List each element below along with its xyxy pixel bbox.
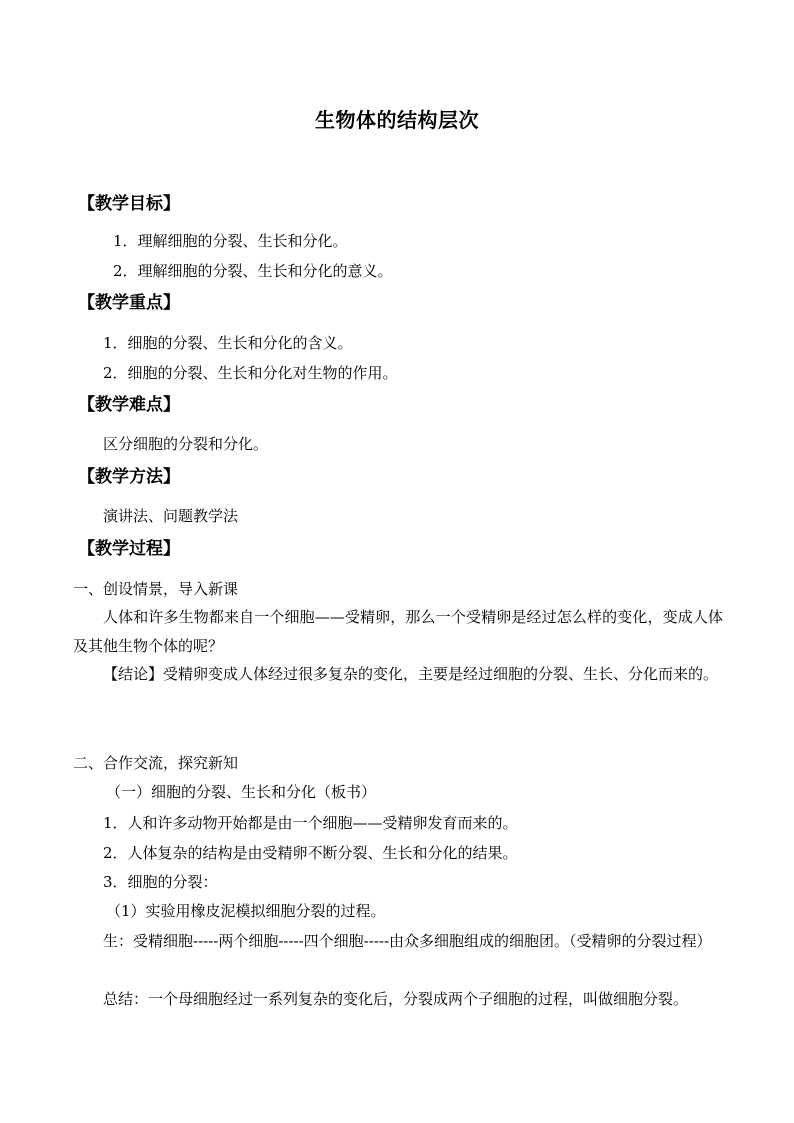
process-heading: 【教学过程】	[78, 539, 180, 559]
part2-item-3: 3．细胞的分裂：	[103, 873, 218, 891]
key-points-heading: 【教学重点】	[78, 293, 180, 313]
objective-item-1: 1．理解细胞的分裂、生长和分化。	[113, 232, 348, 250]
document-title: 生物体的结构层次	[315, 108, 479, 132]
key-point-item-2: 2．细胞的分裂、生长和分化对生物的作用。	[103, 364, 398, 382]
methods-text: 演讲法、问题教学法	[103, 507, 239, 525]
key-point-item-1: 1．细胞的分裂、生长和分化的含义。	[103, 334, 353, 352]
part2-item-1: 1．人和许多动物开始都是由一个细胞——受精卵发育而来的。	[103, 814, 518, 832]
part1-title: 一、创设情景，导入新课	[73, 580, 239, 598]
objective-item-2: 2．理解细胞的分裂、生长和分化的意义。	[113, 262, 393, 280]
difficulties-text: 区分细胞的分裂和分化。	[103, 435, 269, 453]
student-answer: 生：受精细胞-----两个细胞-----四个细胞-----由众多细胞组成的细胞团。（受精卵的分裂过程）	[103, 932, 712, 950]
part2-subheading: （一）细胞的分裂、生长和分化（板书）	[106, 783, 377, 801]
part2-item-3-1: （1）实验用橡皮泥模拟细胞分裂的过程。	[106, 902, 386, 920]
part1-paragraph-1: 人体和许多生物都来自一个细胞——受精卵，那么一个受精卵是经过怎么样的变化，变成人体及其他生物个体的呢？	[73, 608, 723, 655]
summary-text: 总结：一个母细胞经过一系列复杂的变化后，分裂成两个子细胞的过程，叫做细胞分裂。	[103, 990, 689, 1008]
difficulties-heading: 【教学难点】	[78, 395, 180, 415]
objectives-heading: 【教学目标】	[78, 194, 180, 214]
part2-item-2: 2．人体复杂的结构是由受精卵不断分裂、生长和分化的结果。	[103, 844, 518, 862]
part2-title: 二、合作交流，探究新知	[73, 754, 239, 772]
part1-conclusion: 【结论】受精卵变成人体经过很多复杂的变化，主要是经过细胞的分裂、生长、分化而来的。	[103, 665, 719, 683]
methods-heading: 【教学方法】	[78, 467, 180, 487]
